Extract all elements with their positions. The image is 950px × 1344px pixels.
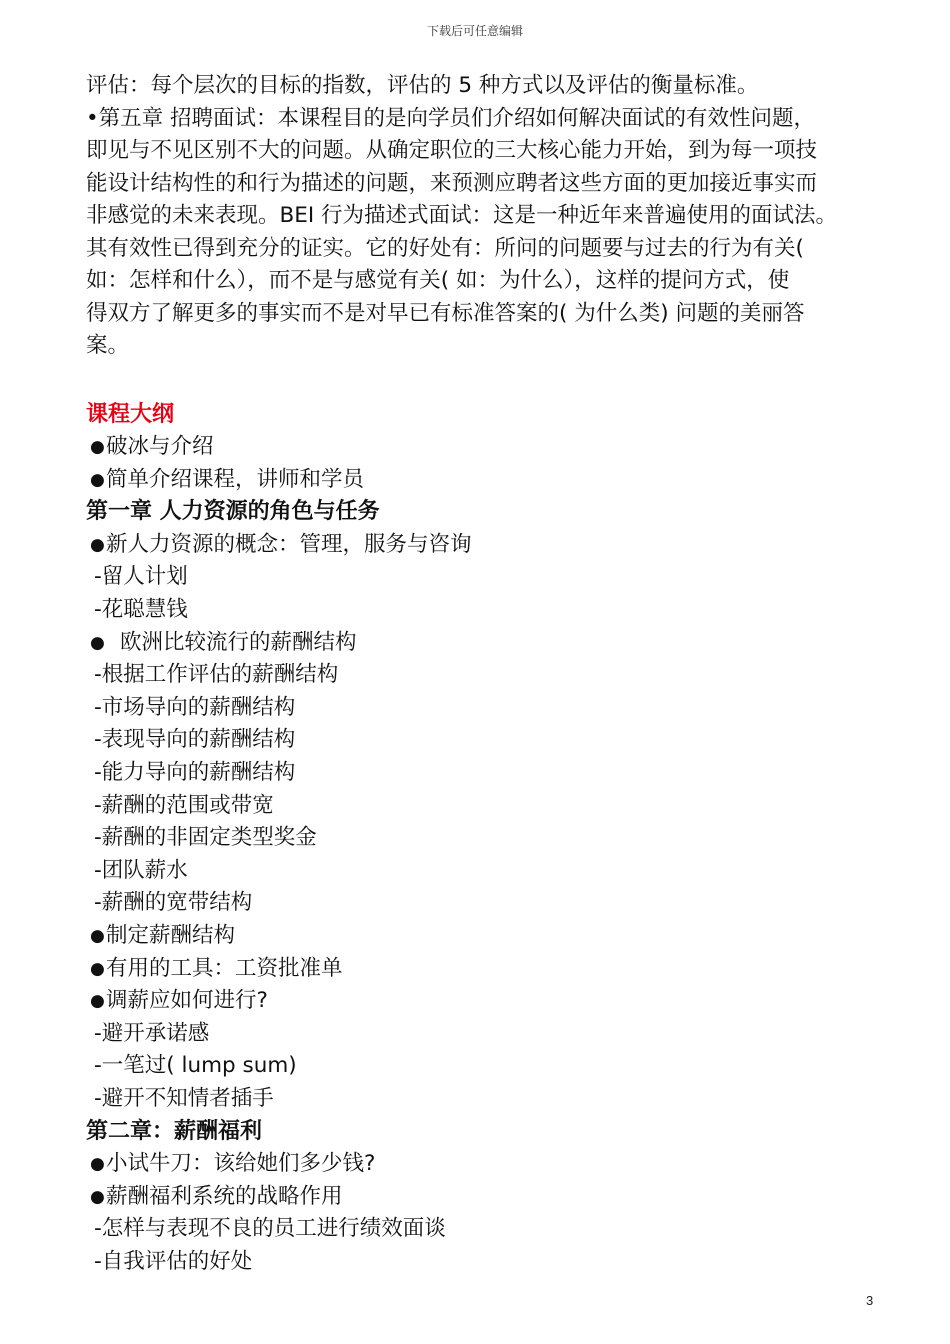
paragraph-line: 能设计结构性的和行为描述的问题，来预测应聘者这些方面的更加接近事实而 (86, 170, 818, 196)
sub-item: -一笔过( lump sum) (94, 1053, 297, 1079)
list-item: ●破冰与介绍 (86, 431, 886, 464)
sub-item: -花聪慧钱 (94, 597, 188, 623)
list-item: ●小试牛刀：该给她们多少钱? (86, 1148, 886, 1181)
sub-item: -市场导向的薪酬结构 (94, 694, 296, 720)
sub-item: -薪酬的宽带结构 (94, 890, 253, 916)
list-item: ●调薪应如何进行? (86, 985, 886, 1018)
list-item: ●新人力资源的概念：管理，服务与咨询 (86, 529, 886, 562)
sub-item: -避开承诺感 (94, 1020, 210, 1046)
paragraph-line: 评估：每个层次的目标的指数，评估的 5 种方式以及评估的衡量标准。 (86, 73, 759, 98)
page-number: 3 (866, 1293, 874, 1308)
bullet-icon: ● (90, 1154, 105, 1175)
sub-item: -根据工作评估的薪酬结构 (94, 662, 339, 688)
chapter-heading: 第一章 人力资源的角色与任务 (86, 499, 380, 525)
page-content (86, 70, 886, 1279)
sub-item: -薪酬的非固定类型奖金 (94, 825, 317, 851)
bullet-icon: ● (90, 1186, 105, 1207)
sub-item: -避开不知情者插手 (94, 1085, 274, 1111)
sub-item: -留人计划 (94, 564, 188, 590)
paragraph-line: 其有效性已得到充分的证实。它的好处有：所问的问题要与过去的行为有关( (86, 235, 804, 261)
bullet-icon: ● (90, 534, 105, 555)
list-item: ●制定薪酬结构 (86, 920, 886, 953)
paragraph-line: 即见与不见区别不大的问题。从确定职位的三大核心能力开始，到为每一项技 (86, 138, 818, 163)
bullet-icon: ● (90, 469, 105, 490)
intro-paragraph (86, 70, 886, 363)
sub-item: -表现导向的薪酬结构 (94, 727, 296, 753)
paragraph-line: •第五章 招聘面试：本课程目的是向学员们介绍如何解决面试的有效性问题， (86, 105, 816, 131)
sub-item: -团队薪水 (94, 857, 188, 883)
course-outline (86, 399, 886, 1279)
paragraph-line: 如：怎样和什么），而不是与感觉有关( 如：为什么），这样的提问方式，使 (86, 268, 790, 293)
paragraph-line: 得双方了解更多的事实而不是对早已有标准答案的( 为什么类) 问题的美丽答 (86, 300, 805, 326)
page-header: 下载后可任意编辑 (426, 24, 523, 38)
bullet-icon: ● (90, 958, 105, 979)
sub-item: -怎样与表现不良的员工进行绩效面谈 (94, 1216, 446, 1242)
list-item: ●薪酬福利系统的战略作用 (86, 1181, 886, 1214)
bullet-icon: ● (90, 991, 105, 1012)
paragraph-line: 非感觉的未来表现。BEI 行为描述式面试：这是一种近年来普遍使用的面试法。 (86, 203, 838, 228)
list-item: ● 欧洲比较流行的薪酬结构 (86, 627, 886, 660)
sub-item: -自我评估的好处 (94, 1248, 253, 1274)
chapter-heading: 第二章：薪酬福利 (86, 1118, 263, 1144)
paragraph-line: 案。 (86, 333, 130, 358)
sub-item: -薪酬的范围或带宽 (94, 792, 274, 818)
list-item: ●有用的工具：工资批准单 (86, 953, 886, 986)
bullet-icon: ● (90, 926, 105, 946)
list-item: ●简单介绍课程，讲师和学员 (86, 464, 886, 497)
bullet-icon: ● (90, 632, 105, 653)
bullet-icon: ● (90, 437, 105, 458)
sub-item: -能力导向的薪酬结构 (94, 760, 296, 786)
outline-title: 课程大纲 (86, 401, 175, 427)
